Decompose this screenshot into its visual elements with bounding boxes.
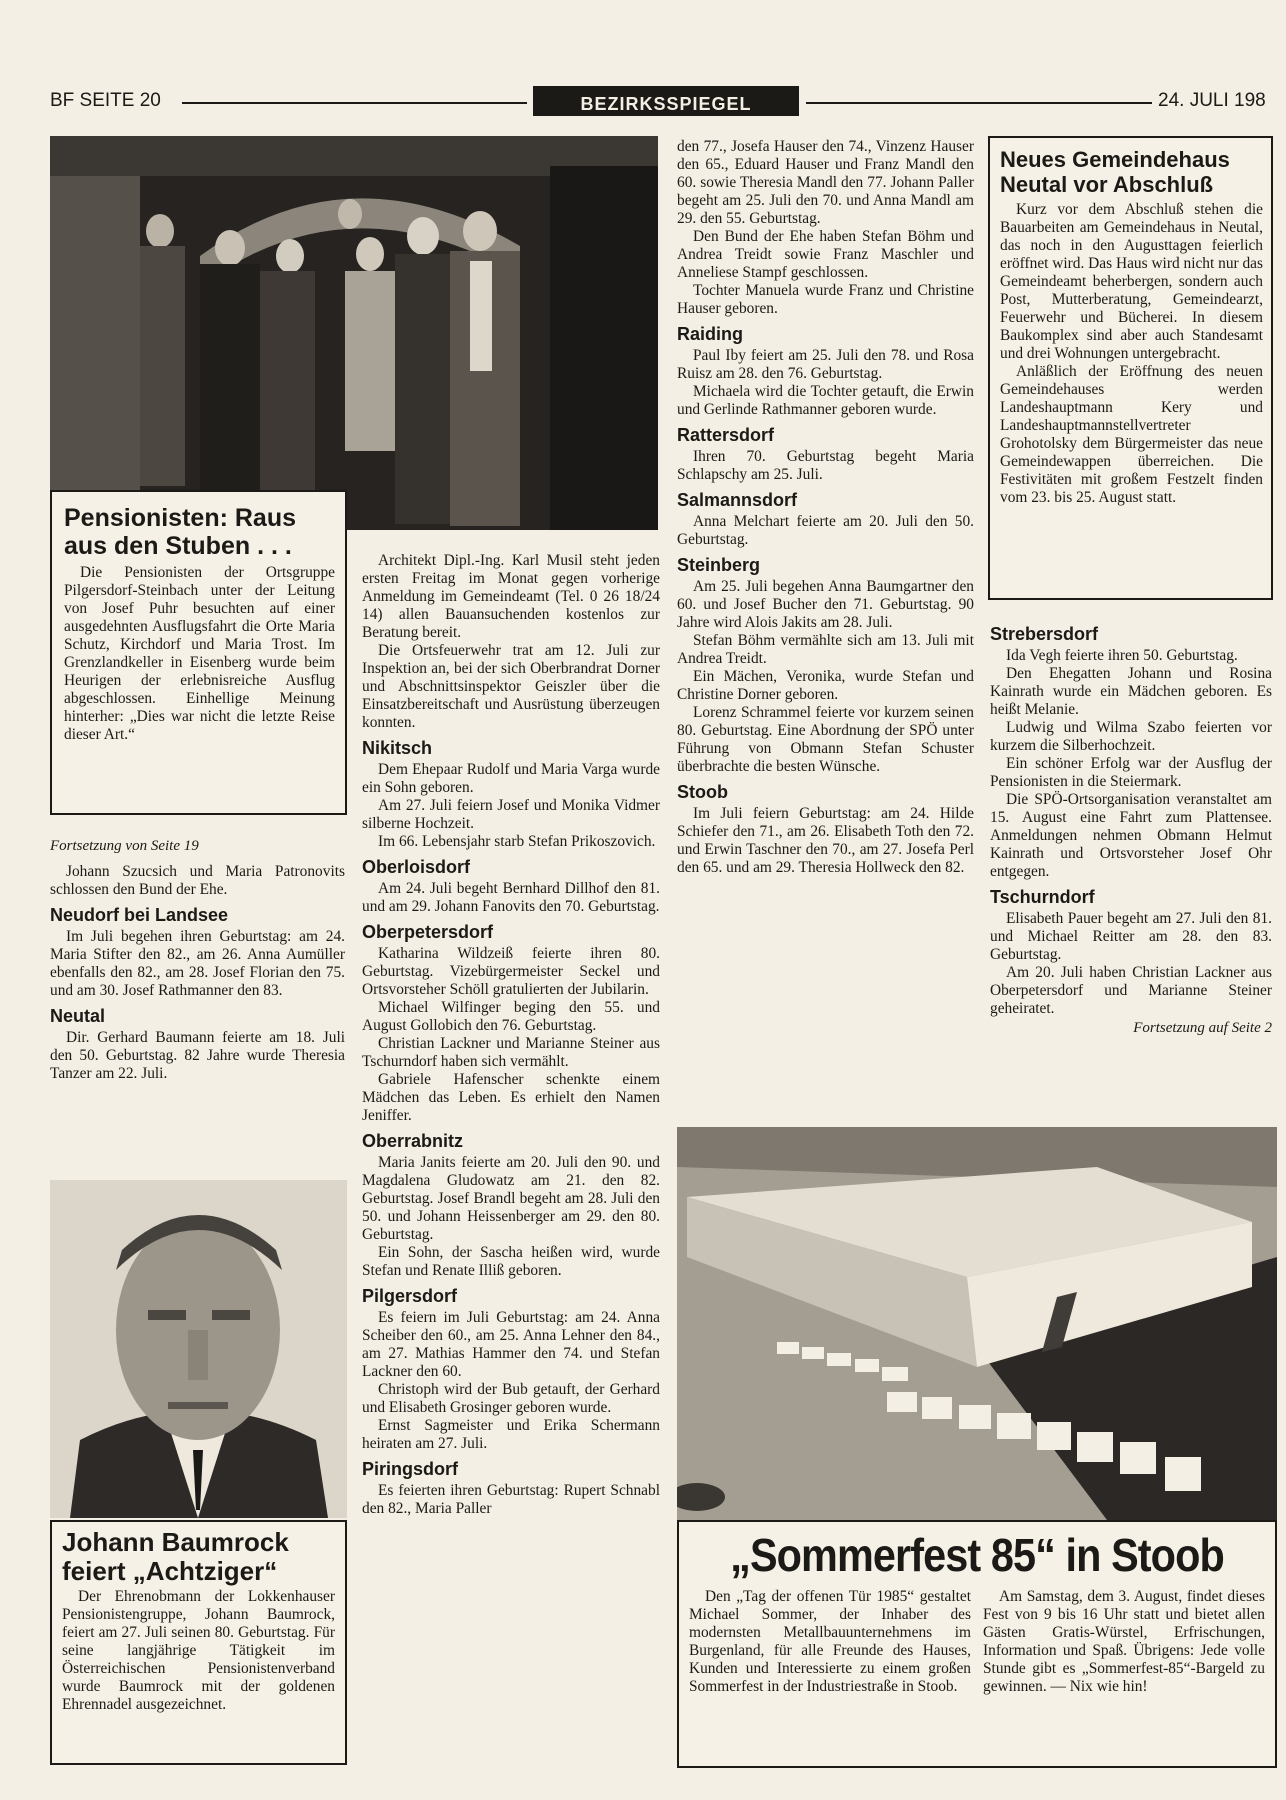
strebersdorf-paragraph-1: Ida Vegh feierte ihren 50. Geburtstag.	[1006, 647, 1238, 664]
oberpetersdorf-paragraph-1: Katharina Wildzeiß feierte ihren 80. Geburtstag. Vizebürgermeister Seckel und Ortsvorsteher Schöll gratulierten der Jubilarin.	[362, 945, 660, 998]
bund-der-ehe-paragraph: Den Bund der Ehe haben Stefan Böhm und Andrea Treidt sowie Franz Maschler und Anneliese Stampf geschlossen.	[677, 228, 974, 281]
nikitsch-paragraph-1: Dem Ehepaar Rudolf und Maria Varga wurde ein Sohn geboren.	[362, 761, 660, 796]
heading-raiding: Raiding	[677, 324, 743, 344]
gemeindehaus-paragraph-2: Anläßlich der Eröffnung des neuen Gemeindehauses werden Landeshauptmann Kery und Landeshauptmannstellvertreter Grohotolsky dem Bürgermeister das neue Gemeindewappen überreichen. Die Festivitäten mit großem Festzelt finden vom 23. bis 25. August statt.	[1000, 363, 1263, 507]
hauser-paragraph: den 77., Josefa Hauser den 74., Vinzenz Hauser den 65., Eduard Hauser und Franz Mandl den 60. sowie Theresia Mandl den 77. Johann Paller begeht am 25. Juli den 70. und Anna Mandl am 29. den 55. Geburtstag.	[677, 138, 974, 227]
column-3	[677, 138, 974, 1113]
baumrock-box	[50, 1520, 347, 1765]
raiding-paragraph-1: Paul Iby feiert am 25. Juli den 78. und Rosa Ruisz am 28. den 76. Geburtstag.	[677, 347, 974, 382]
sommerfest-text-right: Am Samstag, dem 3. August, findet dieses Fest von 9 bis 16 Uhr statt und bietet allen Gästen Gratis-Würstel, Erfrischungen, Information und Spaß. Übrigens: Jede volle Stunde gibt es „Sommerfest-85“-Bargeld zu gewinnen. — Nix wie hin!	[983, 1587, 1265, 1695]
continued-on-note: Fortsetzung auf Seite 2	[1133, 1020, 1272, 1036]
heading-oberpetersdorf: Oberpetersdorf	[362, 922, 494, 942]
heading-nikitsch: Nikitsch	[362, 738, 433, 758]
manuela-paragraph: Tochter Manuela wurde Franz und Christine Hauser geboren.	[677, 282, 974, 317]
raiding-paragraph-2: Michaela wird die Tochter getauft, die Erwin und Gerlinde Rathmanner geboren wurde.	[677, 383, 974, 418]
steinberg-paragraph-2: Stefan Böhm vermählte sich am 13. Juli mit Andrea Treidt.	[677, 632, 974, 667]
portrait-photo	[50, 1180, 347, 1518]
sommerfest-headline: „Sommerfest 85“ in Stoob	[730, 1529, 1224, 1581]
heading-tschurndorf: Tschurndorf	[990, 887, 1095, 907]
nikitsch-paragraph-2: Am 27. Juli feiern Josef und Monika Vidmer silberne Hochzeit.	[362, 797, 660, 832]
architekt-paragraph: Architekt Dipl.-Ing. Karl Musil steht jeden ersten Freitag im Monat gegen vorherige Anmeldung im Gemeindeamt (Tel. 0 26 18/24 14) allen Bauansuchenden kostenlos zur Beratung bereit.	[362, 552, 660, 641]
oberpetersdorf-paragraph-2: Michael Wilfinger beging den 55. und August Gollobich den 76. Geburtstag.	[362, 999, 660, 1034]
piringsdorf-paragraph: Es feierten ihren Geburtstag: Rupert Schnabl den 82., Maria Paller	[362, 1482, 660, 1517]
continued-from-note: Fortsetzung von Seite 19	[50, 838, 199, 854]
heading-strebersdorf: Strebersdorf	[990, 624, 1099, 644]
baumrock-headline: Johann Baumrock feiert „Achtziger“	[62, 1527, 289, 1587]
pensionisten-headline: Pensionisten: Raus aus den Stuben . . .	[64, 504, 296, 560]
header-rule-right	[806, 102, 1152, 104]
pensionisten-text: Die Pensionisten der Ortsgruppe Pilgersdorf-Steinbach unter der Leitung von Josef Puhr besuchten auf einer ausgedehnten Ausflugsfahrt die Orte Maria Schutz, Kirchdorf und Maria Trost. Im Grenzlandkeller in Eisenberg wurde beim Heurigen der erlebnisreiche Ausflug abgeschlossen. Einhellige Meinung hinterher: „Dies war nicht die letzte Reise dieser Art.“	[64, 564, 335, 743]
oberrabnitz-paragraph-1: Maria Janits feierte am 20. Juli den 90. und Magdalena Gludowatz am 21. den 82. Geburtstag. Josef Brandl begeht am 28. Juli den 50. und Johann Heissenberger am 29. den 80. Geburtstag.	[362, 1154, 660, 1243]
group-photo	[50, 136, 658, 530]
feuerwehr-paragraph: Die Ortsfeuerwehr trat am 12. Juli zur Inspektion an, bei der sich Oberbrandrat Dorner und Abschnittsinspektor Geiszler über die Einsatzbereitschaft und Ausrüstung überzeugen konnten.	[362, 642, 660, 731]
strebersdorf-paragraph-5: Die SPÖ-Ortsorganisation veranstaltet am 15. August eine Fahrt zum Plattensee. Anmeldungen nehmen Obmann Helmut Kainrath und Ortsvorsteher Josef Ohr entgegen.	[990, 791, 1272, 880]
gemeindehaus-box	[988, 136, 1273, 600]
strebersdorf-paragraph-3: Ludwig und Wilma Szabo feierten vor kurzem die Silberhochzeit.	[990, 719, 1272, 754]
heading-neudorf: Neudorf bei Landsee	[50, 905, 229, 925]
heading-oberloisdorf: Oberloisdorf	[362, 857, 471, 877]
heading-rattersdorf: Rattersdorf	[677, 425, 775, 445]
nikitsch-paragraph-3: Im 66. Lebensjahr starb Stefan Prikoszovich.	[378, 833, 656, 850]
heading-neutal: Neutal	[50, 1006, 106, 1026]
header-rule-left	[182, 102, 527, 104]
column-4	[990, 618, 1272, 1110]
tschurndorf-paragraph-1: Elisabeth Pauer begeht am 27. Juli den 81. und Michael Reitter am 28. den 83. Geburtstag.	[990, 910, 1272, 963]
page-number: BF SEITE 20	[50, 90, 161, 111]
heading-oberrabnitz: Oberrabnitz	[362, 1131, 464, 1151]
column-2	[362, 552, 660, 1767]
gemeindehaus-headline: Neues Gemeindehaus Neutal vor Abschluß	[1000, 147, 1230, 197]
pilgersdorf-paragraph-3: Ernst Sagmeister und Erika Schermann heiraten am 27. Juli.	[362, 1417, 660, 1452]
pilgersdorf-paragraph-2: Christoph wird der Bub getauft, der Gerhard und Elisabeth Grosinger geboren wurde.	[362, 1381, 660, 1416]
steinberg-paragraph-4: Lorenz Schrammel feierte vor kurzem seinen 80. Geburtstag. Eine Abordnung der SPÖ unter Führung von Obmann Stefan Schuster überbrachte die besten Wünsche.	[677, 704, 974, 775]
tschurndorf-paragraph-2: Am 20. Juli haben Christian Lackner aus Oberpetersdorf und Marianne Steiner geheiratet.	[990, 964, 1272, 1017]
stoob-paragraph: Im Juli feiern Geburtstag: am 24. Hilde Schiefer den 71., am 26. Elisabeth Toth den 72. und Erwin Taschner den 70., am 27. Josefa Perl den 65. und am 29. Theresia Hollweck den 82.	[677, 805, 974, 876]
column-1	[50, 838, 345, 1173]
heading-salmannsdorf: Salmannsdorf	[677, 490, 798, 510]
rattersdorf-paragraph: Ihren 70. Geburtstag begeht Maria Schlapschy am 25. Juli.	[677, 448, 974, 483]
gemeindehaus-paragraph-1: Kurz vor dem Abschluß stehen die Bauarbeiten am Gemeindehaus in Neutal, das noch in den Augusttagen feierlich eröffnet wird. Das Haus wird nicht nur das Gemeindeamt beherbergen, sondern auch Post, Mutterberatung, Gemeindearzt, Feuerwehr und Bücherei. In diesem Baukomplex sind aber auch Standesamt und drei Wohnungen untergebracht.	[1000, 201, 1264, 363]
heading-pilgersdorf: Pilgersdorf	[362, 1286, 458, 1306]
sommerfest-box	[677, 1520, 1277, 1768]
sommerfest-text-left: Den „Tag der offenen Tür 1985“ gestaltet Michael Sommer, der Inhaber des modernsten Metallbauunternehmens im Burgenland, für alle Freunde des Hauses, Kunden und Interessierte zu einem großen Sommerfest in der Industriestraße in Stoob.	[689, 1587, 971, 1695]
salmannsdorf-paragraph: Anna Melchart feierte am 20. Juli den 50. Geburtstag.	[677, 513, 974, 548]
oberloisdorf-paragraph: Am 24. Juli begeht Bernhard Dillhof den 81. und am 29. Johann Fanovits den 70. Geburtstag.	[362, 880, 660, 915]
strebersdorf-paragraph-4: Ein schöner Erfolg war der Ausflug der Pensionisten in die Steiermark.	[990, 755, 1272, 790]
heading-stoob: Stoob	[677, 782, 728, 802]
oberpetersdorf-paragraph-4: Gabriele Hafenscher schenkte einem Mädchen das Leben. Es erhielt den Namen Jeniffer.	[362, 1071, 660, 1124]
factory-image	[677, 1127, 1277, 1520]
section-masthead: BEZIRKSSPIEGEL	[533, 86, 799, 116]
oberrabnitz-paragraph-2: Ein Sohn, der Sascha heißen wird, wurde Stefan und Renate Illiß geboren.	[362, 1244, 660, 1279]
steinberg-paragraph-3: Ein Mächen, Veronika, wurde Stefan und Christine Dorner geboren.	[677, 668, 974, 703]
heading-steinberg: Steinberg	[677, 555, 761, 575]
group-photo-image	[50, 136, 658, 530]
pensionisten-box	[50, 490, 347, 815]
neudorf-paragraph: Im Juli begehen ihren Geburtstag: am 24. Maria Stifter den 82., am 26. Anna Aumüller ebenfalls den 82., am 28. Josef Florian den 75. und am 30. Josef Rathmanner den 83.	[50, 928, 345, 999]
heading-piringsdorf: Piringsdorf	[362, 1459, 459, 1479]
pilgersdorf-paragraph-1: Es feiern im Juli Geburtstag: am 24. Anna Scheiber den 60., am 25. Anna Lehner den 84., am 27. Mathias Hammer den 74. und Stefan Lackner den 60.	[362, 1309, 660, 1380]
szucsich-paragraph: Johann Szucsich und Maria Patronovits schlossen den Bund der Ehe.	[50, 863, 345, 898]
neutal-paragraph: Dir. Gerhard Baumann feierte am 18. Juli den 50. Geburtstag. 82 Jahre wurde Theresia Tanzer am 22. Juli.	[50, 1029, 345, 1082]
baumrock-text: Der Ehrenobmann der Lokkenhauser Pensionistengruppe, Johann Baumrock, feiert am 27. Juli seinen 80. Geburtstag. Für seine langjährige Tätigkeit im Österreichischen Pensionistenverband wurde Baumrock mit der goldenen Ehrennadel ausgezeichnet.	[62, 1588, 335, 1714]
steinberg-paragraph-1: Am 25. Juli begehen Anna Baumgartner den 60. und Josef Bucher den 71. Geburtstag. 90 Jahre wird Alois Jakits am 28. Juli.	[677, 578, 974, 631]
strebersdorf-paragraph-2: Den Ehegatten Johann und Rosina Kainrath wurde ein Mädchen geboren. Es heißt Melanie.	[990, 665, 1272, 718]
issue-date: 24. JULI 198	[1158, 90, 1266, 111]
oberpetersdorf-paragraph-3: Christian Lackner und Marianne Steiner aus Tschurndorf haben sich vermählt.	[362, 1035, 660, 1070]
portrait-image	[50, 1180, 347, 1518]
factory-photo	[677, 1127, 1277, 1520]
